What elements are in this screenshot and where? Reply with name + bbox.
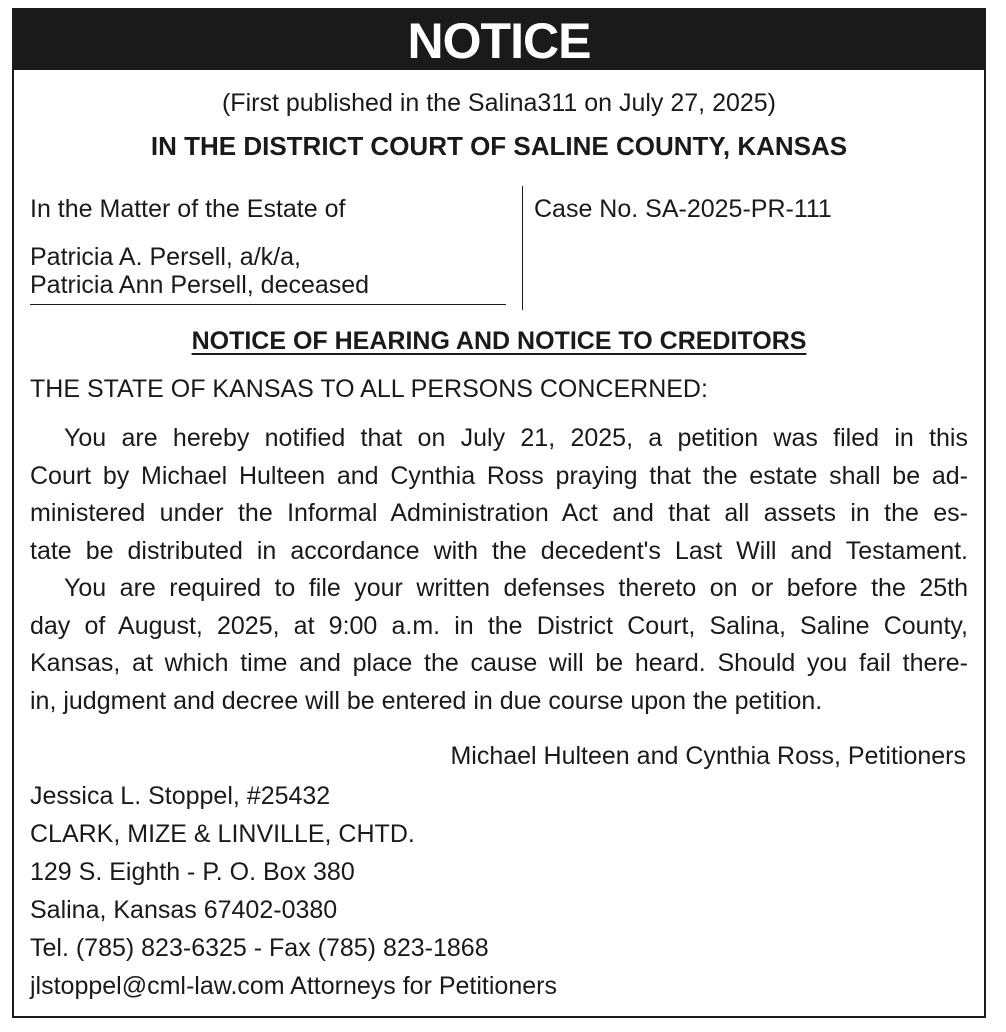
- caption-underline: [30, 304, 506, 305]
- firm-address-city: Salina, Kansas 67402-0380: [30, 896, 338, 924]
- notice-title-text: NOTICE OF HEARING AND NOTICE TO CREDITORS: [191, 327, 807, 355]
- decedent-name-line-2: Patricia Ann Persell, deceased: [30, 271, 370, 299]
- case-number: Case No. SA-2025-PR-111: [534, 195, 832, 223]
- paragraph-line: Court by Michael Hulteen and Cynthia Ross praying that the estate shall be ad-: [30, 461, 968, 490]
- notice-banner: NOTICE: [14, 10, 984, 70]
- caption-divider: [522, 186, 523, 310]
- salutation: THE STATE OF KANSAS TO ALL PERSONS CONCERNED:: [30, 375, 708, 403]
- legal-notice: [12, 8, 986, 1018]
- paragraph-line: in, judgment and decree will be entered in due course upon the petition.: [30, 686, 823, 715]
- law-firm: CLARK, MIZE & LINVILLE, CHTD.: [30, 820, 415, 848]
- paragraph-line: ministered under the Informal Administration Act and that all assets in the es-: [30, 499, 968, 527]
- attorney-email: jlstoppel@cml-law.com Attorneys for Petitioners: [30, 972, 557, 1000]
- paragraph-line: Kansas, at which time and place the cause will be heard. Should you fail there-: [30, 649, 968, 677]
- paragraph-line: You are required to file your written defenses thereto on or before the 25th: [64, 574, 968, 602]
- paragraph-petition: [30, 420, 968, 570]
- notice-title: [14, 326, 984, 356]
- paragraph-line: day of August, 2025, at 9:00 a.m. in the District Court, Salina, Saline County,: [30, 611, 968, 640]
- paragraph-line: You are hereby notified that on July 21, 2025, a petition was filed in this: [64, 424, 968, 452]
- paragraph-line: tate be distributed in accordance with the decedent's Last Will and Testament.: [30, 536, 968, 565]
- firm-phone-fax: Tel. (785) 823-6325 - Fax (785) 823-1868: [30, 934, 489, 962]
- estate-matter-label: In the Matter of the Estate of: [30, 195, 346, 223]
- decedent-name-line-1: Patricia A. Persell, a/k/a,: [30, 243, 301, 271]
- publication-line: (First published in the Salina311 on July 27, 2025): [221, 89, 777, 117]
- court-heading: IN THE DISTRICT COURT OF SALINE COUNTY, KANSAS: [150, 131, 848, 161]
- firm-address-street: 129 S. Eighth - P. O. Box 380: [30, 858, 355, 886]
- petitioners-signature: Michael Hulteen and Cynthia Ross, Petitioners: [450, 742, 966, 770]
- attorney-name: Jessica L. Stoppel, #25432: [30, 782, 331, 810]
- paragraph-defenses: [30, 570, 968, 720]
